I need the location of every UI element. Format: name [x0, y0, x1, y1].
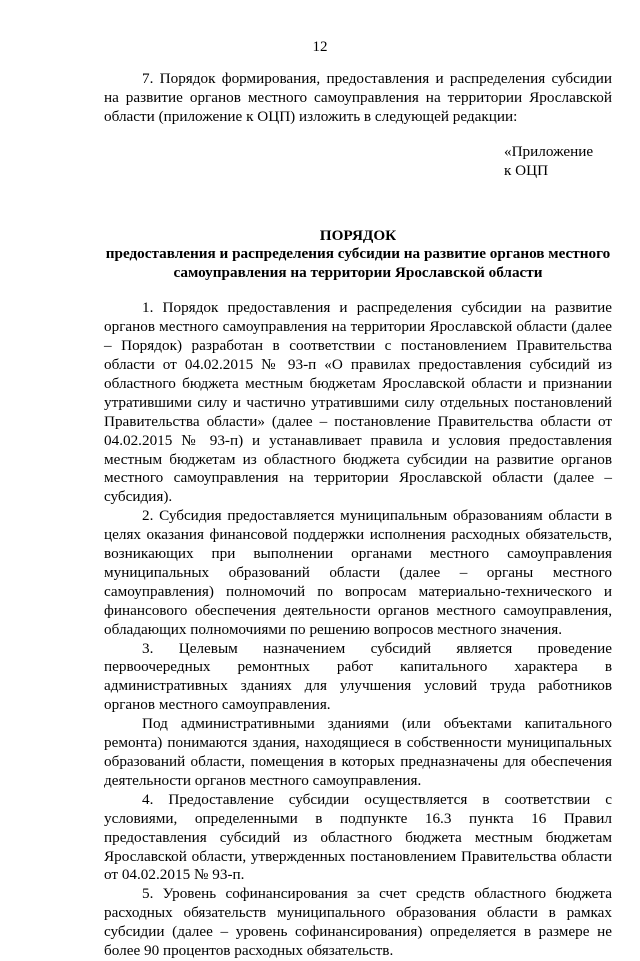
appendix-line-2: к ОЦП [504, 161, 549, 179]
paragraph-1: 1. Порядок предоставления и распределения субсидии на развитие органов местного самоуправления на территории Ярославской области (далее – Порядок) разработан в соответствии с постановлением Правительства области от 04.02.2015 № 93-п «О правилах предоставления субсидий из областного бюджета местным бюджетам Ярославской области и признании утратившими силу и частично утратившими силу отдельных постановлений Правительства области» (далее – постановление Правительства области от 04.02.2015 № 93-п) и устанавливает правила и условия предоставления местным бюджетам из областного бюджета субсидии на развитие органов местного самоуправления на территории Ярославской области (далее – субсидия). [104, 299, 612, 506]
paragraph-5: 5. Уровень софинансирования за счет средств областного бюджета расходных обязательств муниципального образования области в рамках субсидии (далее – уровень софинансирования) определяется в размере не более 90 процентов расходных обязательств. [104, 885, 612, 960]
page-number: 12 [312, 39, 328, 55]
appendix-reference [104, 143, 612, 181]
appendix-line-1: «Приложение [504, 142, 594, 160]
intro-paragraph: 7. Порядок формирования, предоставления и распределения субсидии на развитие органов местного самоуправления на территории Ярославской области (приложение к ОЦП) изложить в следующей редакции: [104, 70, 612, 125]
paragraph-4: 4. Предоставление субсидии осуществляется в соответствии с условиями, определенными в подпункте 16.3 пункта 16 Правил предоставления субсидий из областного бюджета местным бюджетам Ярославской области, утвержденных постановлением Правительства области от 04.02.2015 № 93-п. [104, 790, 612, 884]
document-body [104, 70, 612, 961]
document-subtitle: предоставления и распределения субсидии на развитие органов местного самоуправления на территории Ярославской области [105, 245, 611, 282]
paragraph-3: 3. Целевым назначением субсидий является проведение первоочередных ремонтных работ капитального характера в административных зданиях для улучшения условий труда работников органов местного самоуправления. [104, 639, 612, 714]
document-title: ПОРЯДОК [319, 226, 397, 244]
paragraph-2: 2. Субсидия предоставляется муниципальным образованиям области в целях оказания финансовой поддержки исполнения расходных обязательств, возникающих при выполнении органами местного самоуправления муниципальных образований области (далее – органы местного самоуправления) полномочий по вопросам материально-технического и финансового обеспечения деятельности органов местного самоуправления, обладающих полномочиями по решению вопросов местного значения. [104, 507, 612, 638]
paragraph-3-note: Под административными зданиями (или объектами капитального ремонта) понимаются здания, находящиеся в собственности муниципальных образований области, помещения в которых предназначены для обеспечения деятельности органов местного самоуправления. [104, 715, 612, 789]
